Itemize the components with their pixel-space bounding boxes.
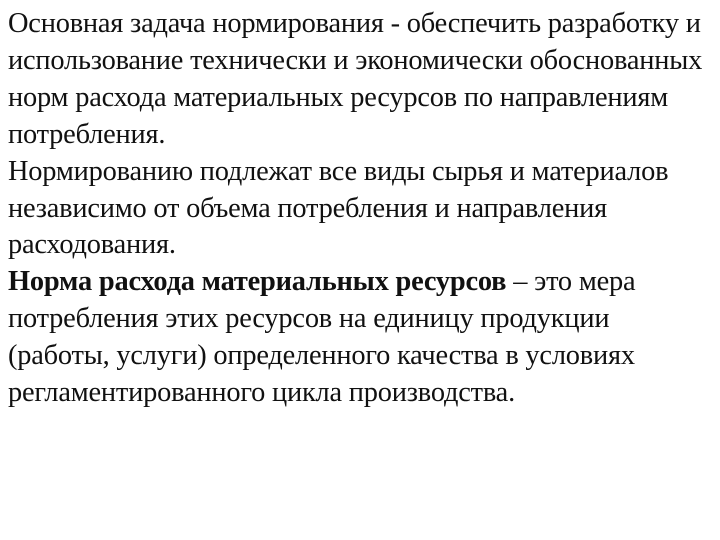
definition-text: – это мера потребления этих ресурсов на единицу продукции (работы, услуги) определенного качества в условиях регламентированного цикла производства. — [8, 266, 636, 409]
paragraph-normed-materials: Нормированию подлежат все виды сырья и материалов независимо от объема потребления и направления расходования. — [8, 155, 669, 261]
slide-body — [8, 6, 712, 412]
paragraph-main-task: Основная задача нормирования - обеспечить разработку и использование технически и экономически обоснованных норм расхода материальных ресурсов по направлениям потребления. — [8, 8, 703, 150]
definition-term: Норма расхода материальных ресурсов — [8, 266, 507, 298]
paragraph-norm-definition — [8, 264, 712, 412]
